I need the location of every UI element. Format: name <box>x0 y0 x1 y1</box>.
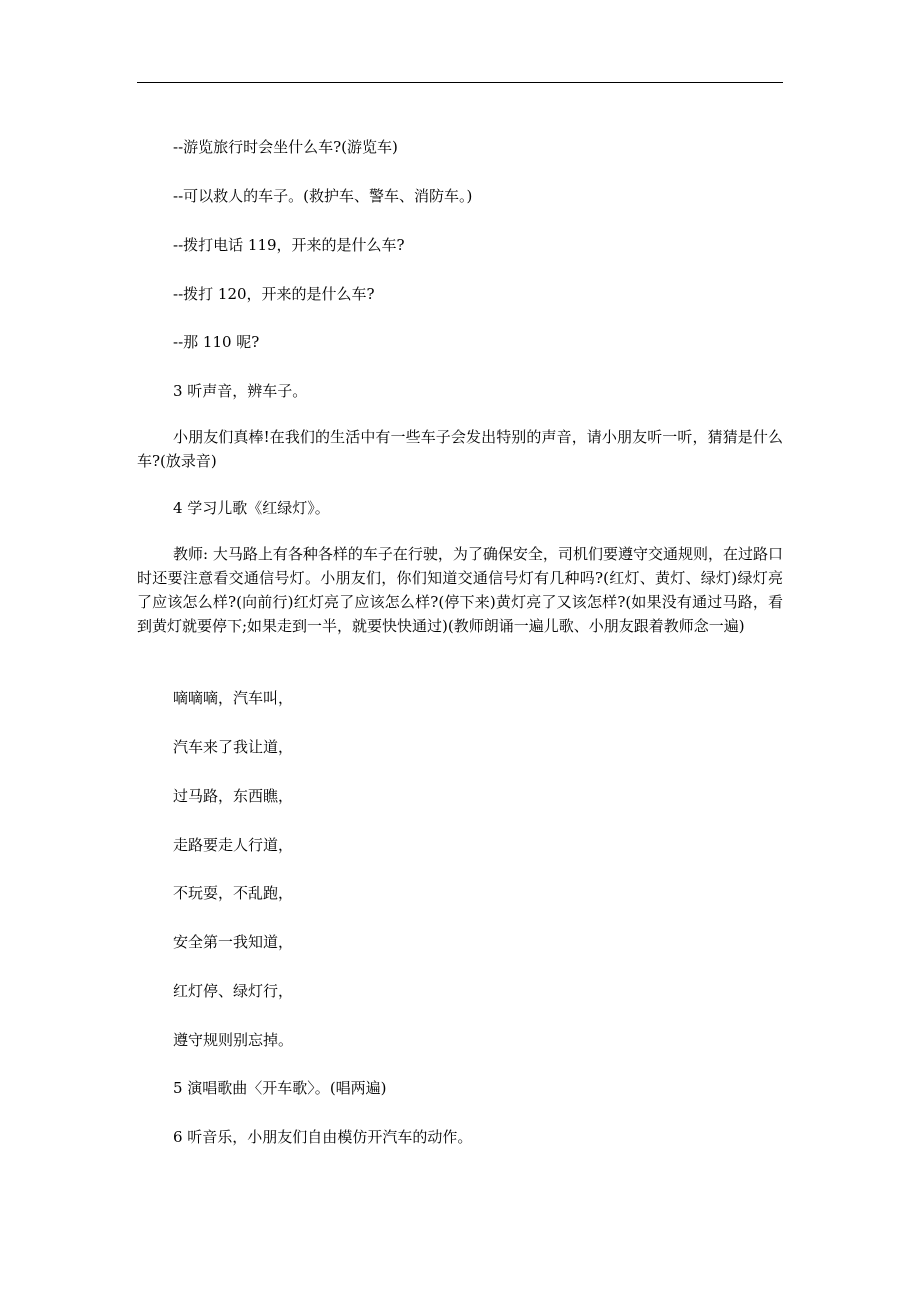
section-heading-6: 6 听音乐，小朋友们自由模仿开汽车的动作。 <box>173 1128 473 1146</box>
question-line-120: --拨打 120，开来的是什么车? <box>173 285 375 303</box>
header-rule <box>137 82 783 83</box>
section-heading-3: 3 听声音，辨车子。 <box>173 382 308 400</box>
song-line-7: 红灯停、绿灯行， <box>173 982 294 1000</box>
question-line-rescue-vehicles: --可以救人的车子。(救护车、警车、消防车。) <box>173 187 473 205</box>
song-line-2: 汽车来了我让道， <box>173 738 294 756</box>
question-line-tour-bus: --游览旅行时会坐什么车?(游览车) <box>173 138 398 156</box>
paragraph-teacher-traffic-lights: 教师: 大马路上有各种各样的车子在行驶，为了确保安全，司机们要遵守交通规则，在过路口时还要注意看交通信号灯。小朋友们，你们知道交通信号灯有几种吗?(红灯、黄灯、绿灯)绿灯亮了应该怎么样?(向前行)红灯亮了应该怎么样?(停下来)黄灯亮了又该怎样?(如果没有通过马路，看到黄灯就要停下;如果走到一半，就要快快通过)(教师朗诵一遍儿歌、小朋友跟着教师念一遍) <box>137 545 783 635</box>
song-line-6: 安全第一我知道， <box>173 933 294 951</box>
song-line-1: 嘀嘀嘀，汽车叫， <box>173 689 294 707</box>
song-line-5: 不玩耍，不乱跑， <box>173 884 294 902</box>
song-line-3: 过马路，东西瞧， <box>173 787 294 805</box>
paragraph-listen-sounds: 小朋友们真棒!在我们的生活中有一些车子会发出特别的声音，请小朋友听一听，猜猜是什么车?(放录音) <box>137 428 783 470</box>
question-line-119: --拨打电话 119，开来的是什么车? <box>173 236 405 254</box>
section-heading-4: 4 学习儿歌《红绿灯》。 <box>173 499 330 517</box>
section-heading-5: 5 演唱歌曲〈开车歌〉。(唱两遍) <box>173 1079 387 1097</box>
song-line-8: 遵守规则别忘掉。 <box>173 1031 294 1049</box>
question-line-110: --那 110 呢? <box>173 333 260 351</box>
song-line-4: 走路要走人行道， <box>173 836 294 854</box>
